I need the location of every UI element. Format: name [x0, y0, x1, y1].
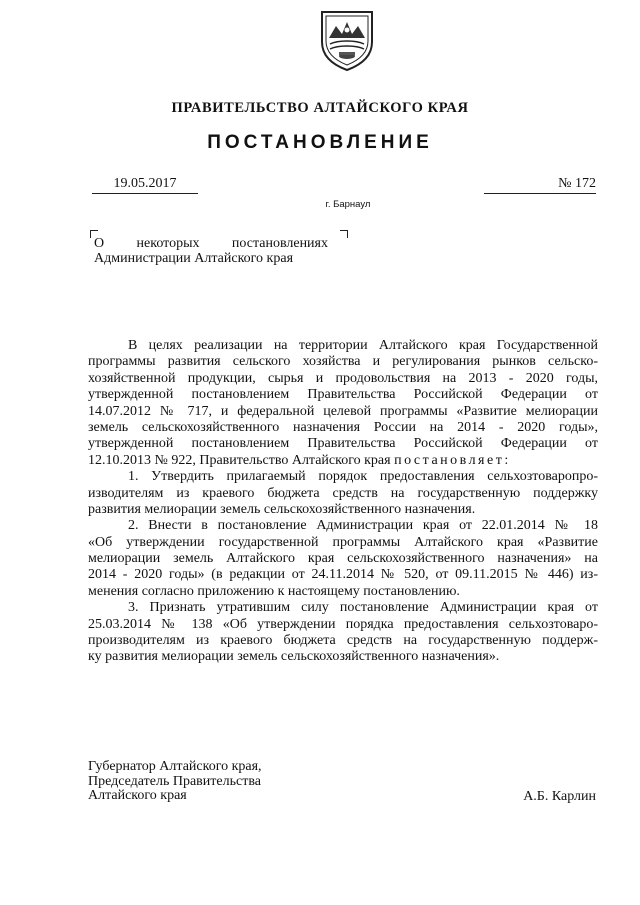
coat-of-arms-emblem — [318, 8, 376, 72]
body-line: утвержденной постановлением Правительства Российской Федерации от — [88, 387, 598, 403]
body-line: менения согласно приложению к настоящему постановлению. — [88, 583, 460, 599]
body-line: 25.03.2014 № 138 «Об утверждении порядка предоставления сельхозтоваро- — [88, 616, 598, 632]
signatory-title-line: Алтайского края — [88, 788, 187, 803]
body-line: 2. Внести в постановление Администрации края от 22.01.2014 № 18 — [128, 518, 598, 534]
signatory-title-line: Губернатор Алтайского края, — [88, 759, 262, 774]
document-number: № 172 — [484, 176, 596, 194]
decree-word: постановляет: — [394, 452, 511, 468]
body-line: 1. Утвердить прилагаемый порядок предоставления сельхозтоваропро- — [128, 469, 598, 485]
body-line: ку развития мелиорации земель сельскохозяйственного назначения». — [88, 649, 500, 665]
intro-last-text: 12.10.2013 № 922, Правительство Алтайского края — [88, 452, 391, 468]
subject-line: Администрации Алтайского края — [94, 251, 294, 266]
body-line: утвержденной постановлением Правительства Российской Федерации от — [88, 436, 598, 452]
document-subject — [94, 236, 328, 266]
body-line — [88, 453, 598, 469]
city-line — [0, 199, 640, 210]
document-date: 19.05.2017 — [92, 176, 198, 194]
city-name: г. Барнаул — [325, 199, 371, 210]
signatory-title-line: Председатель Правительства — [88, 773, 261, 789]
signatory-title — [88, 760, 338, 804]
signatory-name: А.Б. Карлин — [523, 789, 596, 804]
body-line: производителям из краевого бюджета средств на государственную поддерж- — [88, 633, 598, 649]
body-line: земель сельскохозяйственного назначения России на 2014 - 2020 годы», — [88, 419, 598, 435]
document-type-heading: ПОСТАНОВЛЕНИЕ — [207, 132, 433, 153]
body-line: изводителям из краевого бюджета средств на государственную поддержку — [88, 485, 598, 501]
body-line: хозяйственной продукции, сырья и продовольствия на 2013 - 2020 годы, — [88, 370, 598, 386]
body-line: 14.07.2012 № 717, и федеральной целевой программы «Развитие мелиорации — [88, 403, 598, 419]
government-title: ПРАВИТЕЛЬСТВО АЛТАЙСКОГО КРАЯ — [171, 100, 469, 116]
body-line: мелиорации земель Алтайского края сельскохозяйственного назначения» на — [88, 551, 598, 567]
body-line: 2014 - 2020 годы» (в редакции от 24.11.2014 № 520, от 09.11.2015 № 446) из- — [88, 567, 598, 583]
body-line: 3. Признать утратившим силу постановление Администрации края от — [128, 600, 598, 616]
subject-corner-right — [340, 230, 348, 238]
document-body — [88, 338, 598, 666]
subject-line: О некоторых постановлениях — [94, 236, 328, 251]
body-line: программы развития сельского хозяйства и регулирования рынков сельско- — [88, 354, 598, 370]
body-line: развития мелиорации земель сельскохозяйственного назначения. — [88, 501, 476, 517]
body-line: В целях реализации на территории Алтайского края Государственной — [128, 338, 598, 353]
body-line: «Об утверждении государственной программы Алтайского края «Развитие — [88, 534, 598, 550]
